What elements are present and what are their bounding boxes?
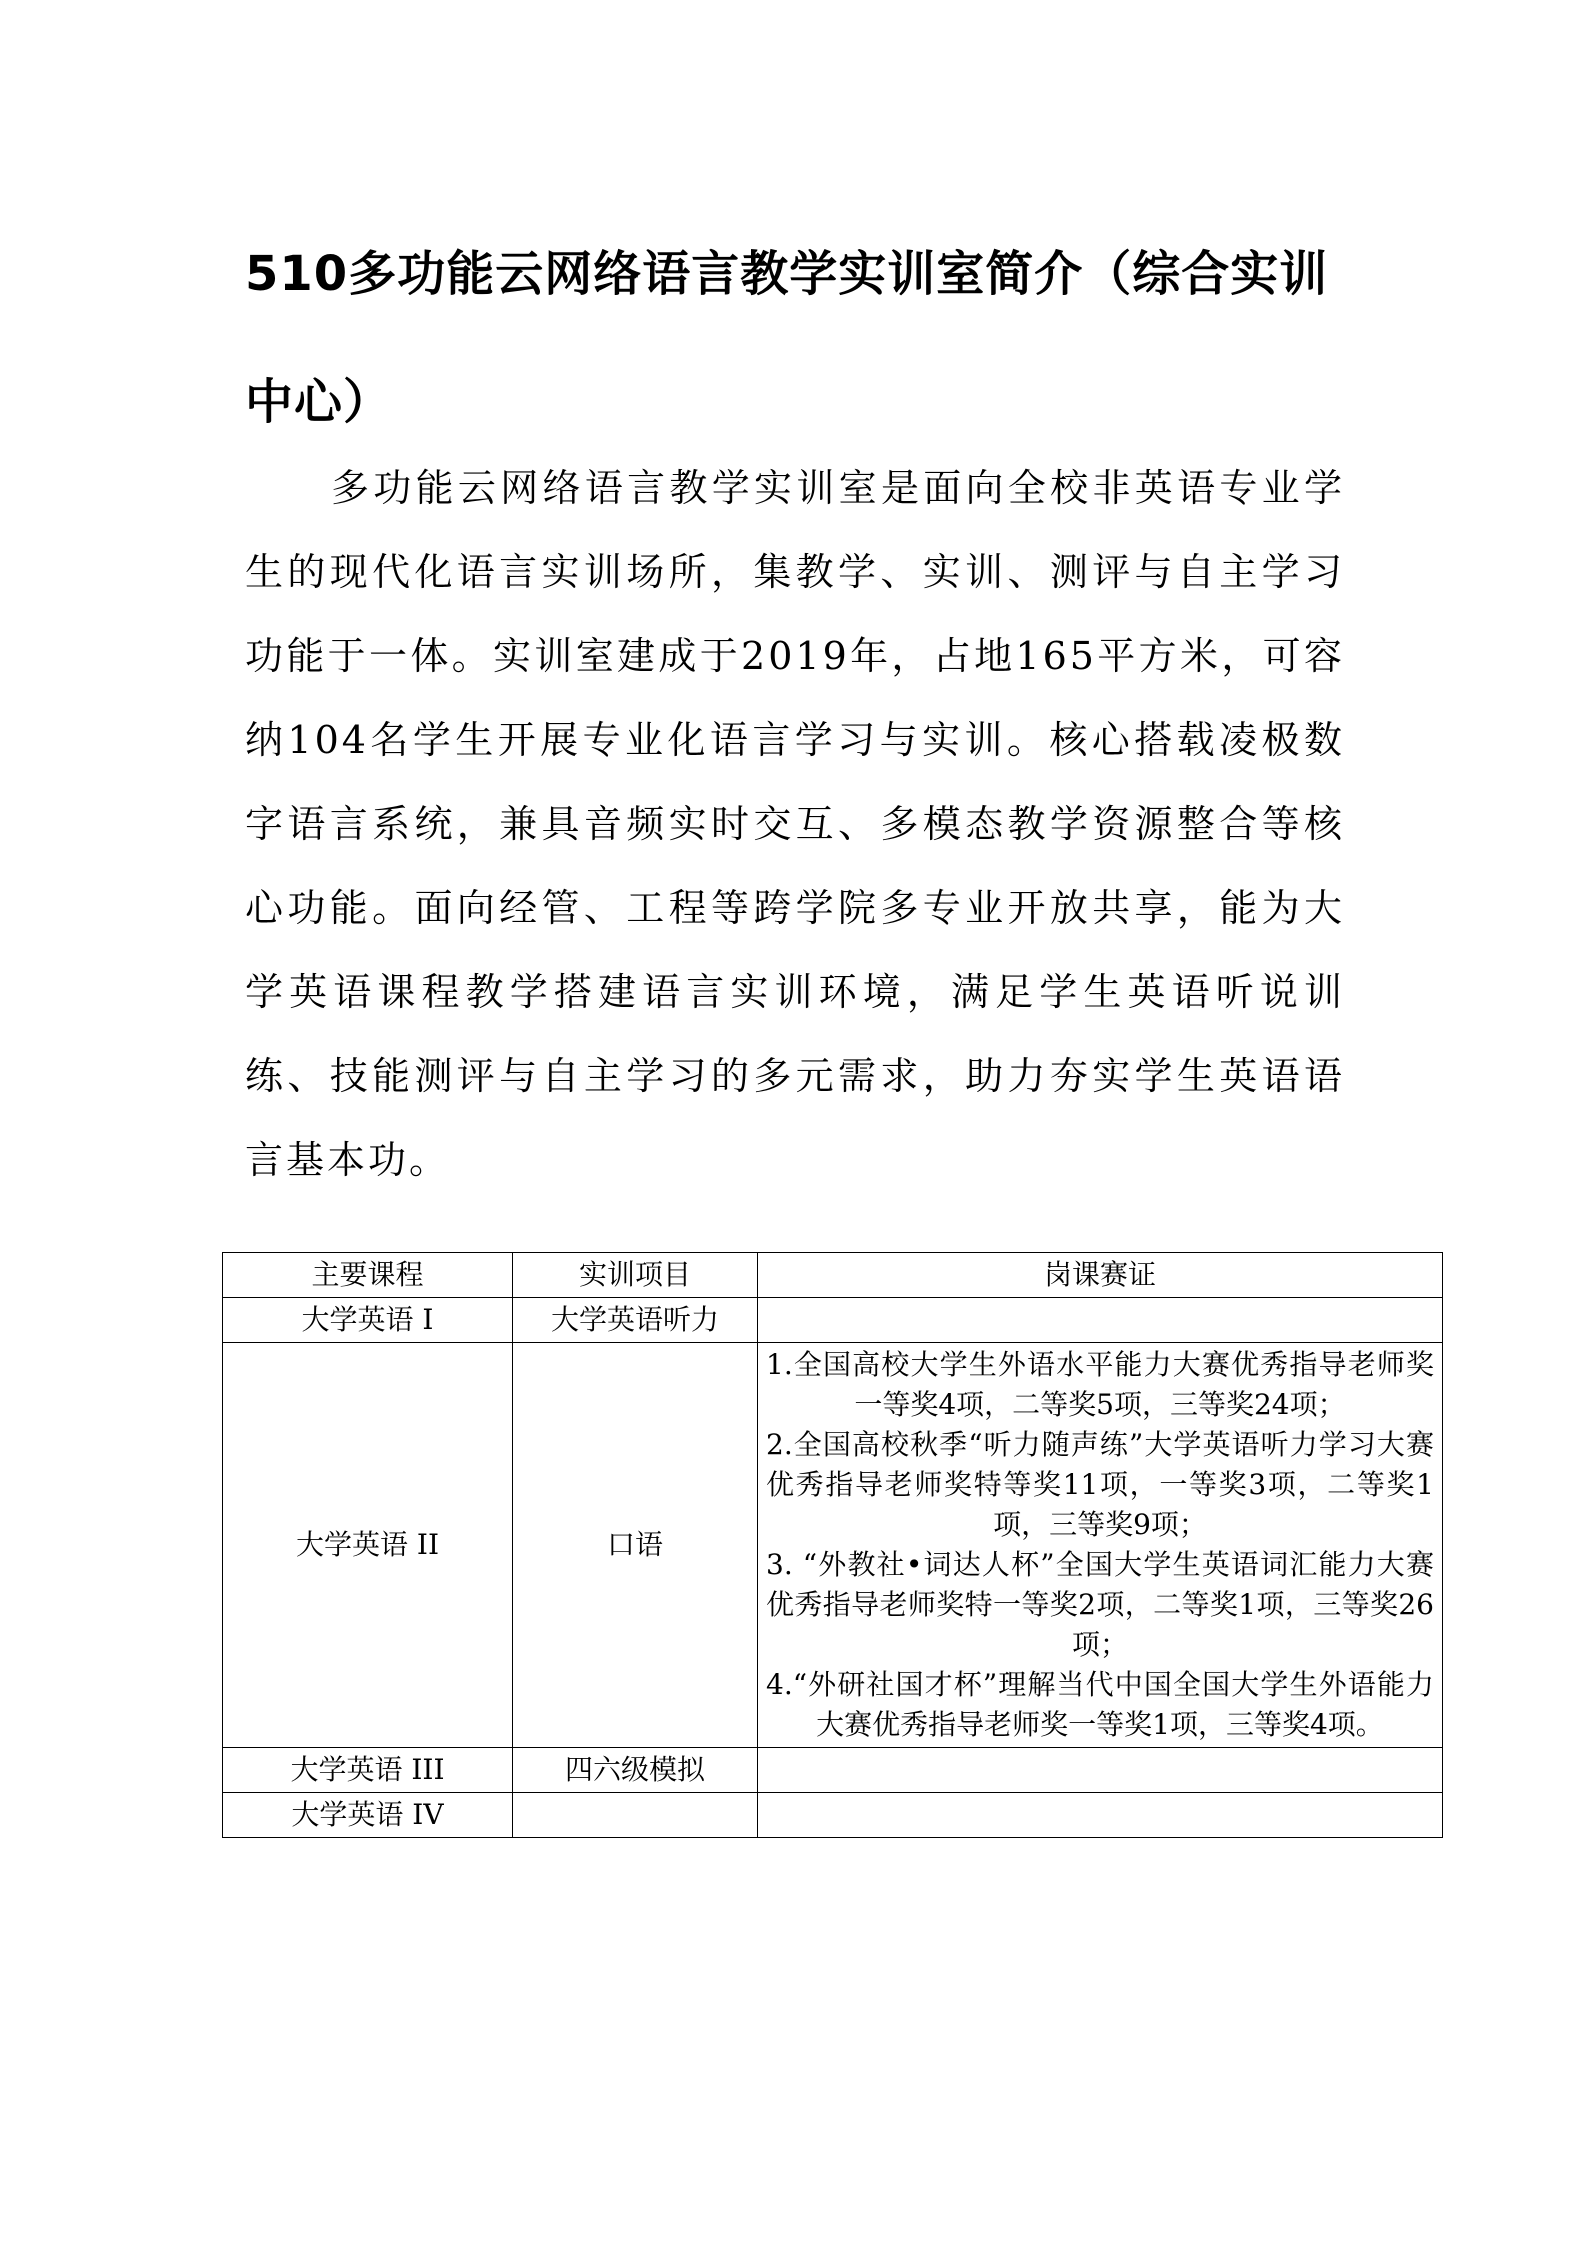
table-row	[223, 1298, 1443, 1343]
award-item: 4.“外研社国才杯”理解当代中国全国大学生外语能力大赛优秀指导老师奖一等奖1项，三等奖4项。	[766, 1668, 1434, 1741]
award-item: 1.全国高校大学生外语水平能力大赛优秀指导老师奖一等奖4项，二等奖5项，三等奖24项；	[766, 1348, 1434, 1421]
awards-cell	[758, 1343, 1443, 1748]
intro-paragraph: 多功能云网络语言教学实训室是面向全校非英语专业学生的现代化语言实训场所，集教学、实训、测评与自主学习功能于一体。实训室建成于2019年，占地165平方米，可容纳104名学生开展专业化语言学习与实训。核心搭载凌极数字语言系统，兼具音频实时交互、多模态教学资源整合等核心功能。面向经管、工程等跨学院多专业开放共享，能为大学英语课程教学搭建语言实训环境，满足学生英语听说训练、技能测评与自主学习的多元需求，助力夯实学生英语语言基本功。	[245, 466, 1345, 1182]
document-title: 510多功能云网络语言教学实训室简介（综合实训中心）	[245, 246, 1329, 430]
project-cell: 口语	[513, 1343, 758, 1748]
award-item: 3. “外教社•词达人杯”全国大学生英语词汇能力大赛优秀指导老师奖特一等奖2项，二等奖1项，三等奖26项；	[766, 1548, 1434, 1661]
table-row	[223, 1793, 1443, 1838]
header-main-course: 主要课程	[223, 1253, 513, 1298]
course-cell: 大学英语 IV	[223, 1793, 513, 1838]
project-cell: 四六级模拟	[513, 1748, 758, 1793]
header-awards: 岗课赛证	[758, 1253, 1443, 1298]
table-row	[223, 1343, 1443, 1748]
table-row	[223, 1748, 1443, 1793]
course-cell: 大学英语 I	[223, 1298, 513, 1343]
awards-cell	[758, 1793, 1443, 1838]
table-header-row	[223, 1253, 1443, 1298]
course-cell: 大学英语 III	[223, 1748, 513, 1793]
awards-cell	[758, 1748, 1443, 1793]
course-table	[222, 1252, 1443, 1838]
header-training-project: 实训项目	[513, 1253, 758, 1298]
project-cell: 大学英语听力	[513, 1298, 758, 1343]
awards-cell	[758, 1298, 1443, 1343]
award-item: 2.全国高校秋季“听力随声练”大学英语听力学习大赛优秀指导老师奖特等奖11项，一等奖3项，二等奖1项，三等奖9项；	[766, 1428, 1434, 1541]
course-cell: 大学英语 II	[223, 1343, 513, 1748]
project-cell	[513, 1793, 758, 1838]
